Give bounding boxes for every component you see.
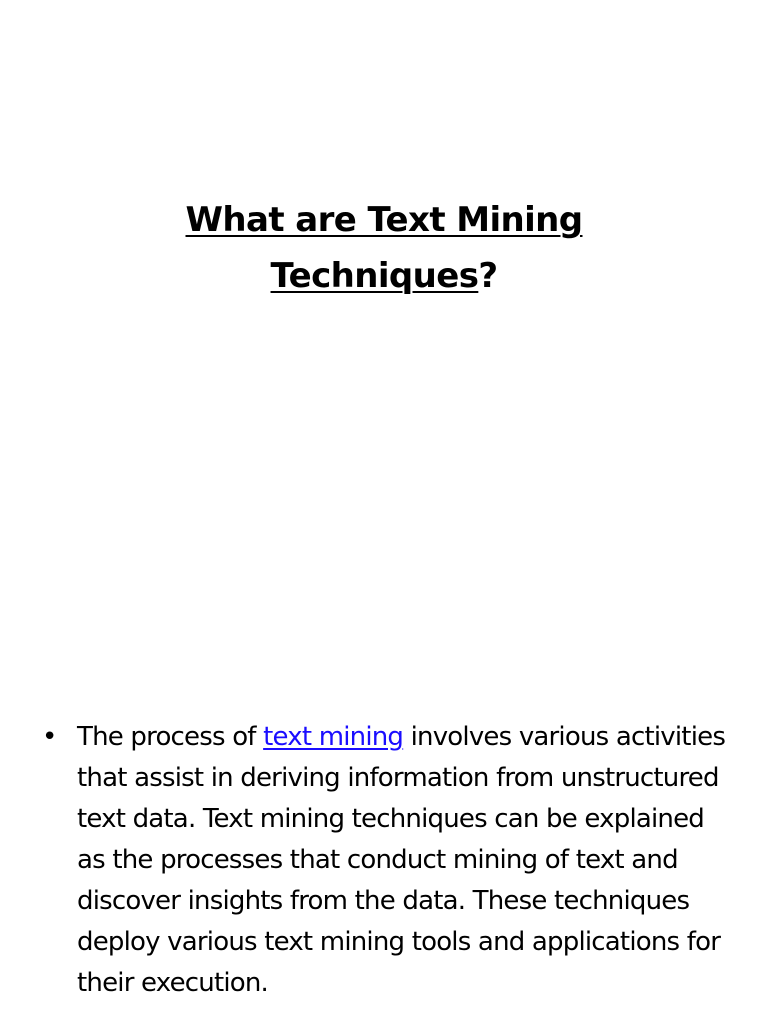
title-line-2-text: Techniques <box>270 256 479 296</box>
text-mining-link[interactable]: text mining <box>263 722 404 752</box>
title-line-1-text: What are Text Mining <box>185 200 583 240</box>
bullet-item <box>40 717 740 1004</box>
title-line-1 <box>84 192 684 248</box>
bullet-marker: • <box>42 722 58 752</box>
bullet-text-before-link: The process of <box>77 722 264 752</box>
bullet-text-after-link: involves various activities that assist in deriving information from unstructured text data. Text mining techniques can be explained as the processes that conduct mining of text and discover insights from the data. These techniques deploy various text mining tools and applications for their execution. <box>77 722 726 998</box>
slide-body <box>40 717 740 1004</box>
title-line-2 <box>84 248 684 304</box>
title-question-mark: ? <box>478 256 498 296</box>
slide-title <box>84 192 684 304</box>
bullet-text <box>77 717 737 1004</box>
